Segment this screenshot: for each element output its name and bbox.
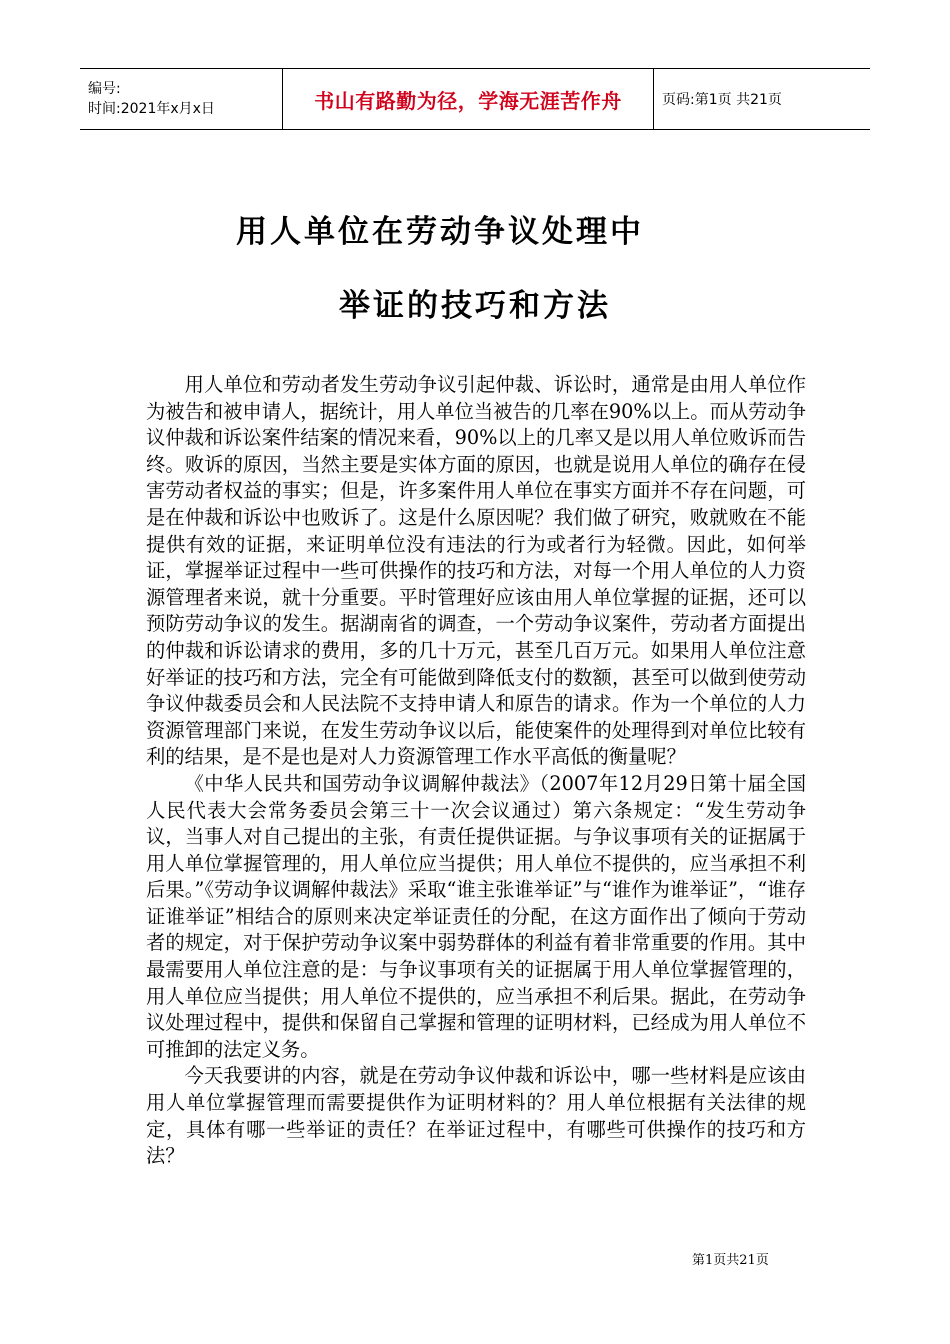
header-number: 编号: bbox=[88, 81, 121, 97]
body-paragraph-3: 今天我要讲的内容，就是在劳动争议仲裁和诉讼中，哪一些材料是应该由用人单位掌握管理而需要提供作为证明材料的？用人单位根据有关法律的规定，具体有哪一些举证的责任？在举证过程中，有哪些可供操作的技巧和方法？ bbox=[146, 1064, 806, 1168]
header-motto: 书山有路勤为径，学海无涯苦作舟 bbox=[314, 88, 622, 113]
header-time: 时间:2021年x月x日 bbox=[88, 101, 215, 117]
page-header bbox=[80, 68, 870, 130]
header-meta bbox=[80, 69, 282, 129]
document-body bbox=[146, 372, 806, 1170]
document-title-line-1: 用人单位在劳动争议处理中 bbox=[236, 214, 644, 250]
body-paragraph-1: 用人单位和劳动者发生劳动争议引起仲裁、诉讼时，通常是由用人单位作为被告和被申请人，据统计，用人单位当被告的几率在90%以上。而从劳动争议仲裁和诉讼案件结案的情况来看，90%以上的几率又是以用人单位败诉而告终。败诉的原因，当然主要是实体方面的原因，也就是说用人单位的确存在侵害劳动者权益的事实；但是，许多案件用人单位在事实方面并不存在问题，可是在仲裁和诉讼中也败诉了。这是什么原因呢？我们做了研究，败就败在不能提供有效的证据，来证明单位没有违法的行为或者行为轻微。因此，如何举证，掌握举证过程中一些可供操作的技巧和方法，对每一个用人单位的人力资源管理者来说，就十分重要。平时管理好应该由用人单位掌握的证据，还可以预防劳动争议的发生。据湖南省的调查，一个劳动争议案件，劳动者方面提出的仲裁和诉讼请求的费用，多的几十万元，甚至几百万元。如果用人单位注意好举证的技巧和方法，完全有可能做到降低支付的数额，甚至可以做到使劳动争议仲裁委员会和人民法院不支持申请人和原告的请求。作为一个单位的人力资源管理部门来说，在发生劳动争议以后，能使案件的处理得到对单位比较有利的结果，是不是也是对人力资源管理工作水平高低的衡量呢？ bbox=[146, 373, 806, 769]
header-page-cell bbox=[654, 69, 870, 129]
body-paragraph-2: 《中华人民共和国劳动争议调解仲裁法》（2007年12月29日第十届全国人民代表大会常务委员会第三十一次会议通过）第六条规定：“发生劳动争议，当事人对自己提出的主张，有责任提供证据。与争议事项有关的证据属于用人单位掌握管理的，用人单位应当提供；用人单位不提供的，应当承担不利后果。”《劳动争议调解仲裁法》采取“谁主张谁举证”与“谁作为谁举证”，“谁存证谁举证”相结合的原则来决定举证责任的分配，在这方面作出了倾向于劳动者的规定，对于保护劳动争议案中弱势群体的利益有着非常重要的作用。其中最需要用人单位注意的是：与争议事项有关的证据属于用人单位掌握管理的，用人单位应当提供；用人单位不提供的，应当承担不利后果。据此，在劳动争议处理过程中，提供和保留自己掌握和管理的证明材料，已经成为用人单位不可推卸的法定义务。 bbox=[146, 771, 806, 1061]
page-footer: 第1页共21页 bbox=[692, 1253, 769, 1268]
document-title-line-2: 举证的技巧和方法 bbox=[339, 288, 611, 324]
header-page-number: 页码:第1页 共21页 bbox=[662, 92, 782, 108]
header-motto-cell bbox=[282, 69, 654, 129]
